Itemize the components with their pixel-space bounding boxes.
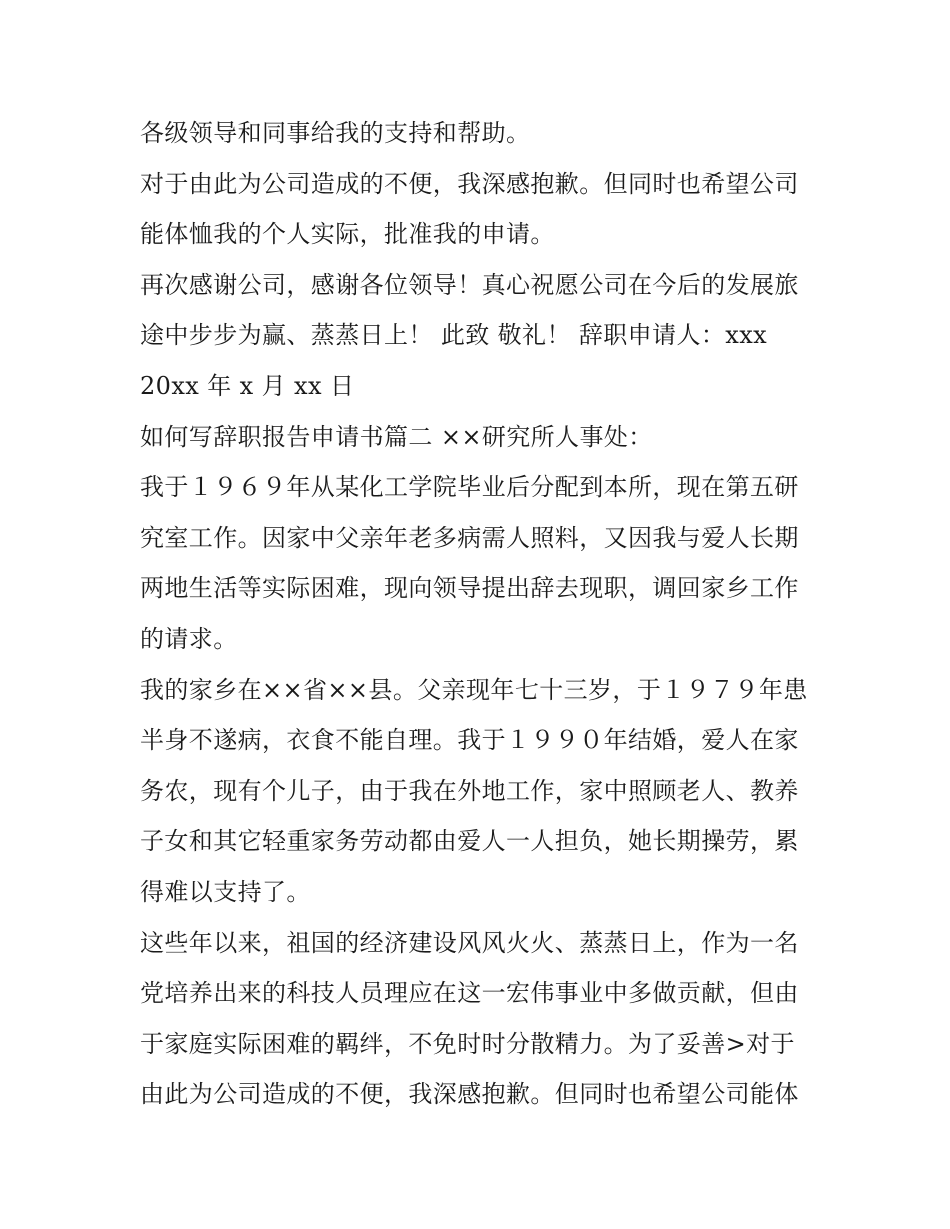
text-line: 对于由此为公司造成的不便，我深感抱歉。但同时也希望公司 xyxy=(140,169,799,198)
text-line: 子女和其它轻重家务劳动都由爱人一人担负，她长期操劳，累 xyxy=(140,827,799,856)
text-line: 务农，现有个儿子，由于我在外地工作，家中照顾老人、教养 xyxy=(140,776,799,805)
text-line: 党培养出来的科技人员理应在这一宏伟事业中多做贡献，但由 xyxy=(140,979,799,1008)
text-line: 于家庭实际困难的羁绊，不免时时分散精力。为了妥善>对于 xyxy=(140,1029,795,1058)
text-line: 各级领导和同事给我的支持和帮助。 xyxy=(140,119,531,147)
text-line: 再次感谢公司，感谢各位领导！真心祝愿公司在今后的发展旅 xyxy=(140,270,799,299)
text-line: 我的家乡在××省××县。父亲现年七十三岁，于１９７９年患 xyxy=(140,675,808,704)
text-line: 途中步步为赢、蒸蒸日上！ 此致 敬礼！ 辞职申请人：xxx xyxy=(140,321,768,350)
text-line: 由此为公司造成的不便，我深感抱歉。但同时也希望公司能体 xyxy=(140,1080,799,1109)
text-line: 的请求。 xyxy=(140,624,238,653)
text-line: 20xx 年 x 月 xx 日 xyxy=(140,371,355,400)
text-line: 这些年以来，祖国的经济建设风风火火、蒸蒸日上，作为一名 xyxy=(140,928,799,957)
section-heading: 如何写辞职报告申请书篇二 ××研究所人事处： xyxy=(140,422,653,451)
text-line: 得难以支持了。 xyxy=(140,877,311,906)
text-line: 究室工作。因家中父亲年老多病需人照料，又因我与爱人长期 xyxy=(140,523,799,552)
text-line: 半身不遂病，衣食不能自理。我于１９９０年结婚，爱人在家 xyxy=(140,726,799,755)
text-line: 我于１９６９年从某化工学院毕业后分配到本所，现在第五研 xyxy=(140,473,799,502)
text-line: 两地生活等实际困难，现向领导提出辞去现职，调回家乡工作 xyxy=(140,574,799,603)
document-body xyxy=(140,108,820,1120)
text-line: 能体恤我的个人实际，批准我的申请。 xyxy=(140,220,555,249)
